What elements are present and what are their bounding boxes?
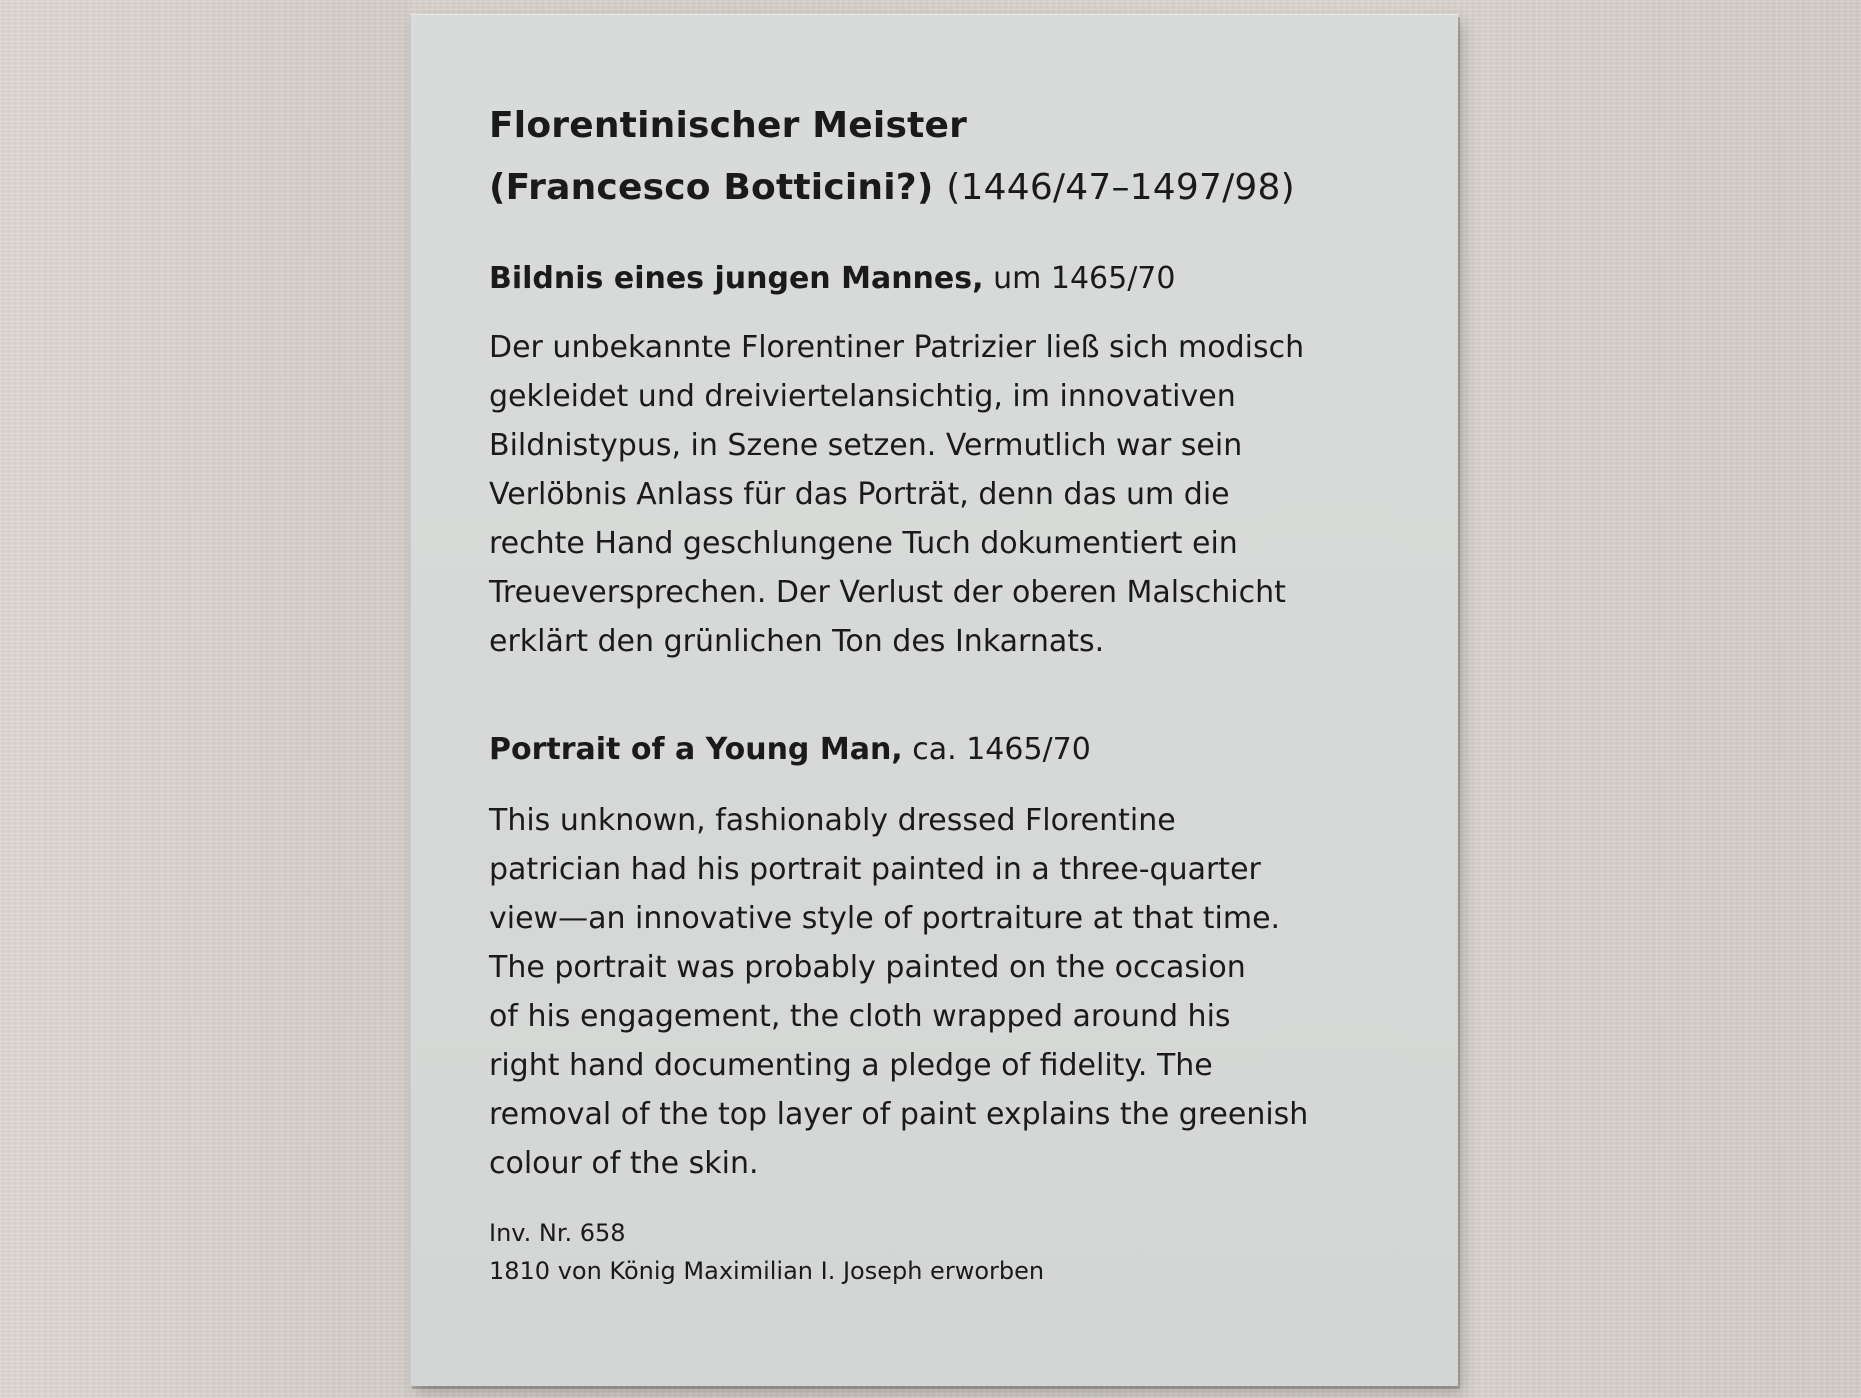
english-title-line [489,728,1409,772]
museum-placard [410,14,1458,1386]
english-description [489,796,1409,1188]
acquisition-note: 1810 von König Maximilian I. Joseph erworben [489,1257,1045,1285]
german-date: um 1465/70 [993,261,1176,296]
english-date: ca. 1465/70 [912,732,1091,767]
german-title-line [489,257,1409,301]
artist-attribution: (Francesco Botticini?) [489,167,934,208]
german-description-line: Treueversprechen. Der Verlust der oberen Malschicht [489,575,1286,610]
english-description-line: The portrait was probably painted on the occasion [489,950,1246,985]
english-description-line: This unknown, fashionably dressed Florentine [489,803,1176,838]
english-description-line: right hand documenting a pledge of fidelity. The [489,1048,1213,1083]
english-description-line: patrician had his portrait painted in a three-quarter [489,852,1261,887]
artist-dates: (1446/47–1497/98) [946,167,1295,208]
german-description-line: erklärt den grünlichen Ton des Inkarnats. [489,624,1105,659]
provenance-footer [489,1214,1409,1290]
artist-name: Florentinischer Meister [489,105,968,146]
german-description-line: rechte Hand geschlungene Tuch dokumentiert ein [489,526,1238,561]
english-description-line: view—an innovative style of portraiture at that time. [489,901,1281,936]
wall-background [0,0,410,1398]
english-description-line: of his engagement, the cloth wrapped around his [489,999,1231,1034]
placard-content [489,95,1409,1290]
english-description-line: removal of the top layer of paint explains the greenish [489,1097,1309,1132]
german-description-line: gekleidet und dreiviertelansichtig, im innovativen [489,379,1236,414]
german-description [489,323,1409,666]
german-description-line: Bildnistypus, in Szene setzen. Vermutlich war sein [489,428,1243,463]
artist-heading [489,95,1409,219]
german-title: Bildnis eines jungen Mannes, [489,261,984,296]
german-description-line: Der unbekannte Florentiner Patrizier ließ sich modisch [489,330,1305,365]
inventory-number: Inv. Nr. 658 [489,1219,626,1247]
german-description-line: Verlöbnis Anlass für das Porträt, denn das um die [489,477,1230,512]
english-title: Portrait of a Young Man, [489,732,903,767]
artist-attribution-line [489,157,1409,219]
english-description-line: colour of the skin. [489,1146,759,1181]
